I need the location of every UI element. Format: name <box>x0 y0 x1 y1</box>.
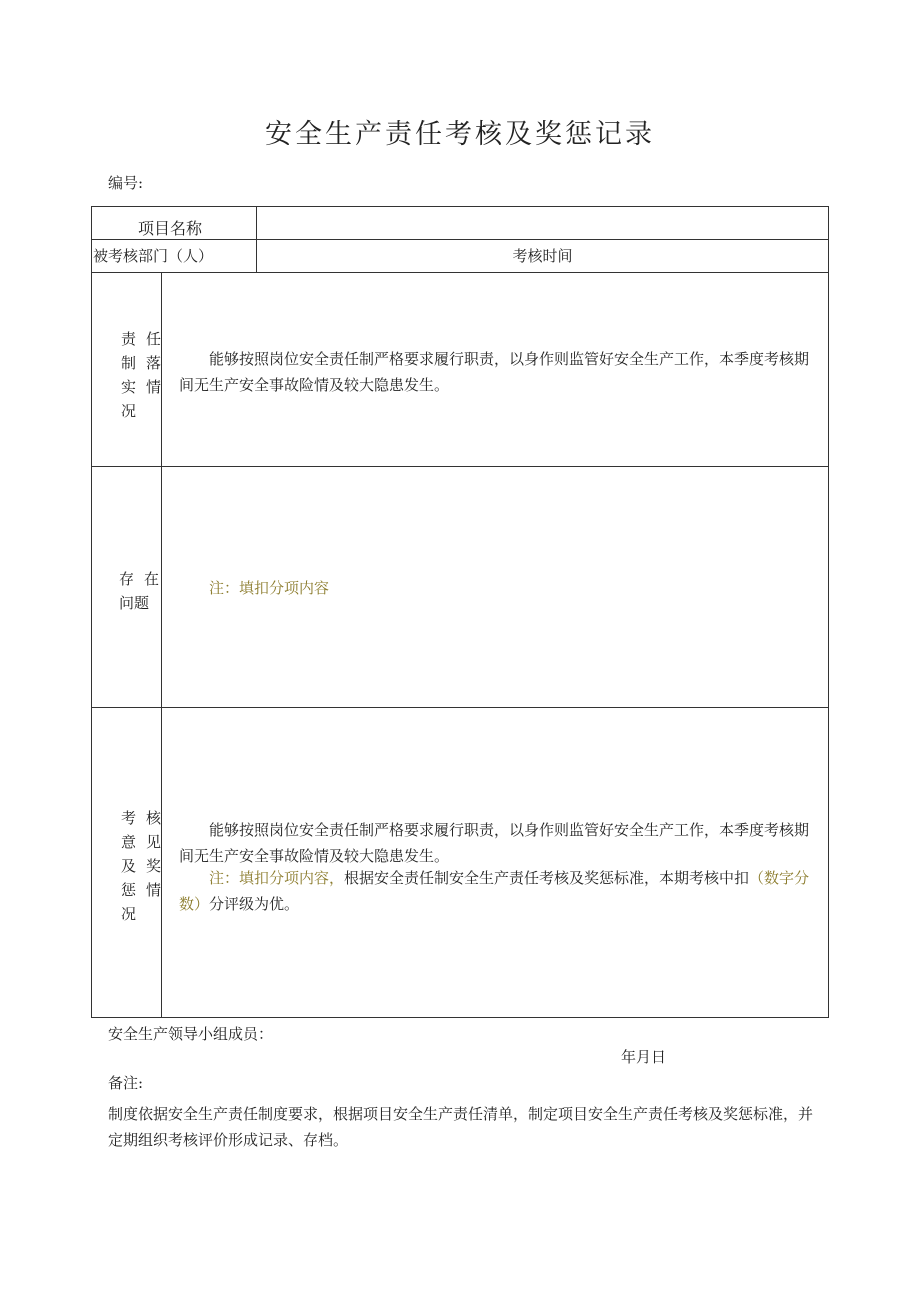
section1-content: 能够按照岗位安全责任制严格要求履行职责，以身作则监管好安全生产工作，本季度考核期间无生产安全事故险情及较大隐患发生。 <box>179 350 810 394</box>
page-title: 安全生产责任考核及奖惩记录 <box>265 119 655 150</box>
remarks-label: 备注: <box>108 1074 144 1092</box>
remarks-text: 制度依据安全生产责任制度要求，根据项目安全生产责任清单，制定项目安全生产责任考核及奖惩标准，并定期组织考核评价形成记录、存档。 <box>108 1105 814 1149</box>
section3-note-suffix: 分评级为优。 <box>209 895 300 913</box>
section3-note-prefix: 注：填扣分项内容， <box>209 869 345 887</box>
section3-note-score-placeholder: （数字分数） <box>179 869 810 913</box>
table-border-bottom <box>91 1017 829 1018</box>
section3-note <box>179 865 821 917</box>
table-row-divider <box>91 466 829 467</box>
table-row-divider <box>91 707 829 708</box>
table-border-right <box>828 206 829 1018</box>
section3-content: 能够按照岗位安全责任制严格要求履行职责，以身作则监管好安全生产工作，本季度考核期间无生产安全事故险情及较大隐患发生。 <box>179 821 810 865</box>
leadership-members-label: 安全生产领导小组成员： <box>108 1025 274 1043</box>
section1-label: 责 任 制 落 实 情 况 <box>121 330 162 420</box>
section2-note: 注：填扣分项内容 <box>209 579 330 597</box>
project-name-label: 项目名称 <box>138 219 203 238</box>
table-row-divider <box>91 272 829 273</box>
assessed-dept-label: 被考核部门（人） <box>93 247 214 265</box>
date-label: 年月日 <box>621 1048 667 1066</box>
assessment-time-label: 考核时间 <box>512 247 573 265</box>
table-border-top <box>91 206 829 207</box>
table-row-divider <box>91 239 829 240</box>
section3-note-text: 根据安全责任制安全生产责任考核及奖惩标准，本期考核中扣 <box>344 869 750 887</box>
serial-number-label: 编号: <box>108 174 144 192</box>
section3-label: 考 核 意 见 及 奖 惩 情 况 <box>121 809 162 923</box>
section2-label: 存 在 问题 <box>119 570 160 612</box>
table-border-left <box>91 206 92 1018</box>
